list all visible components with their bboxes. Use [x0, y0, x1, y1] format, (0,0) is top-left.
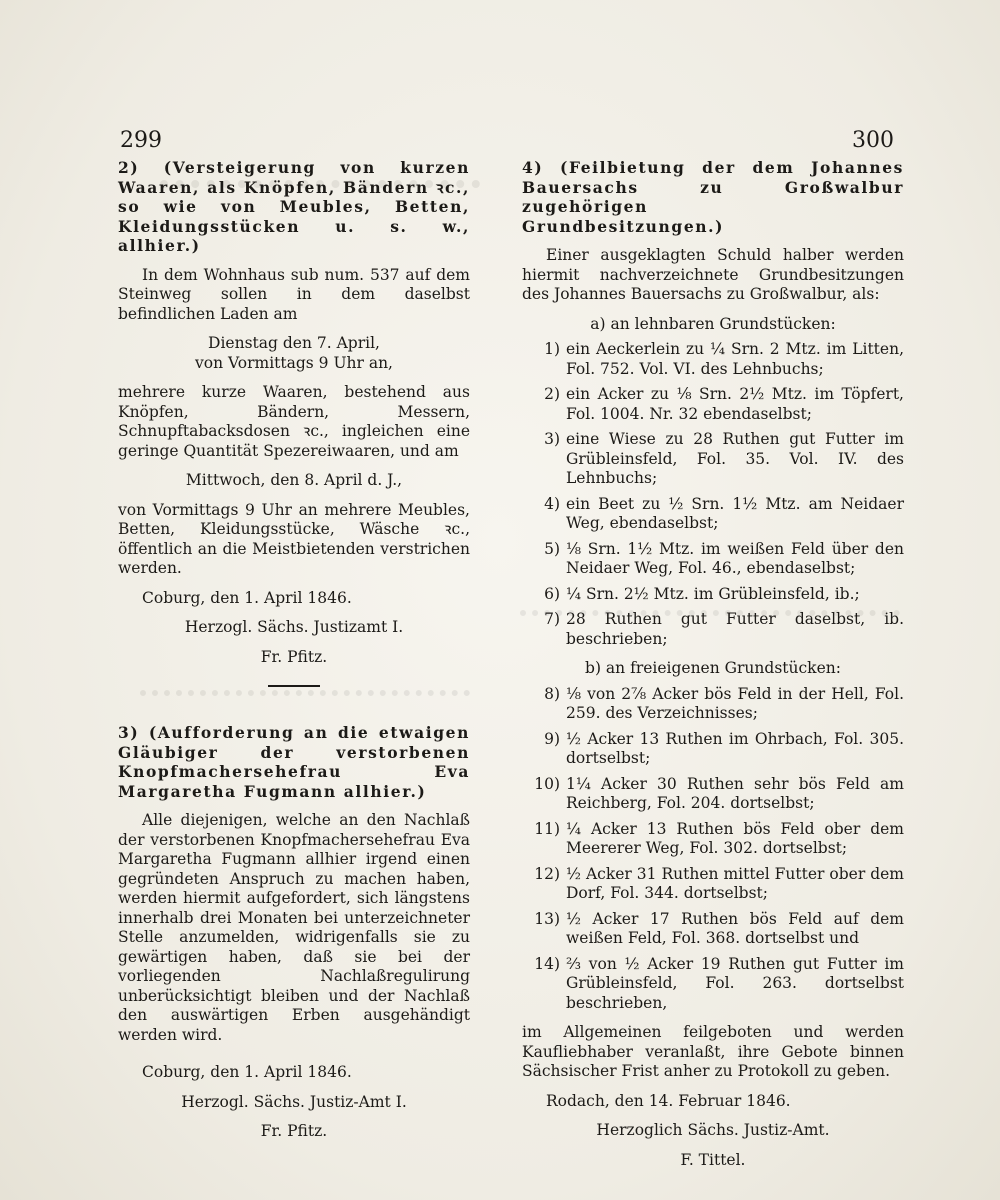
list-item-text: ein Beet zu ½ Srn. 1½ Mtz. am Neidaer Weg, ebendaselbst;: [566, 494, 904, 532]
section-b-heading: b) an freieigenen Grundstücken:: [585, 659, 841, 677]
notice-2-date-1: Dienstag den 7. April,: [208, 334, 380, 352]
list-item: [522, 955, 904, 1014]
list-item-number: 5): [544, 539, 560, 558]
section-a-list: [522, 340, 904, 649]
list-item-number: 14): [534, 954, 560, 973]
list-item-text: ⅔ von ½ Acker 19 Ruthen gut Futter im Grübleinsfeld, Fol. 263. dortselbst beschrieben,: [566, 954, 904, 1012]
list-item-text: ein Acker zu ⅛ Srn. 2½ Mtz. im Töpfert, Fol. 1004. Nr. 32 ebendaselbst;: [566, 385, 904, 423]
notice-2-paragraph-1: mehrere kurze Waaren, bestehend aus Knöpfen, Bändern, Messern, Schnupftabacksdosen ꝛc., ingleichen eine geringe Quantität Spezereiwaaren, und am: [118, 383, 470, 460]
list-item-text: ½ Acker 31 Ruthen mittel Futter ober dem Dorf, Fol. 344. dortselbst;: [566, 864, 904, 902]
notice-2-signature: Fr. Pfitz.: [260, 647, 328, 666]
list-item: [522, 495, 904, 534]
list-item-text: 28 Ruthen gut Futter daselbst, ib. beschrieben;: [566, 610, 904, 648]
list-item-number: 8): [544, 684, 560, 703]
notice-3-heading: 3) (Aufforderung an die etwaigen Gläubiger der verstorbenen Knopfmachersehefrau Eva Margaretha Fugmann allhier.): [118, 723, 470, 801]
notice-2-time-1: von Vormittags 9 Uhr an,: [195, 353, 393, 372]
notice-2-authority: Herzogl. Sächs. Justizamt I.: [184, 618, 404, 636]
page-number-right: 300: [852, 128, 894, 153]
notice-3-signature: Fr. Pfitz.: [260, 1122, 328, 1140]
notice-4-heading: [522, 158, 904, 236]
list-item-text: eine Wiese zu 28 Ruthen gut Futter im Grübleinsfeld, Fol. 35. Vol. IV. des Lehnbuchs;: [566, 430, 904, 487]
list-item-number: 11): [534, 819, 560, 838]
page-number-left: 299: [120, 128, 162, 153]
list-item-number: 9): [544, 729, 560, 748]
list-item-number: 13): [534, 909, 560, 928]
list-item-number: 3): [544, 430, 560, 448]
list-item: [522, 540, 904, 579]
notice-4-intro: Einer ausgeklagten Schuld halber werden hiermit nachverzeichnete Grundbesitzungen des Johannes Bauersachs zu Großwalbur, als:: [522, 246, 904, 303]
list-item-text: ¼ Srn. 2½ Mtz. im Grübleinsfeld, ib.;: [566, 584, 860, 603]
list-item-number: 1): [544, 340, 560, 358]
list-item-text: ⅛ Srn. 1½ Mtz. im weißen Feld über den Neidaer Weg, Fol. 46., ebendaselbst;: [566, 539, 904, 577]
notice-4-signature: F. Tittel.: [680, 1150, 746, 1169]
section-a-heading: a) an lehnbaren Grundstücken:: [590, 314, 836, 333]
list-item: [522, 865, 904, 904]
list-item-number: 12): [534, 864, 560, 883]
list-item-number: 10): [534, 774, 560, 793]
section-b-list: [522, 685, 904, 1014]
notice-4-heading-line: 4) (Feilbietung der dem Johannes Bauersachs zu Großwalbur zugehörigen: [522, 158, 904, 216]
notice-2-date-2: Mittwoch, den 8. April d. J.,: [185, 471, 403, 489]
list-item: [522, 910, 904, 949]
list-item: [522, 820, 904, 859]
notice-4-heading-line: Grundbesitzungen.): [522, 216, 725, 236]
list-item-text: ½ Acker 13 Ruthen im Ohrbach, Fol. 305. dortselbst;: [566, 729, 904, 767]
right-column: [522, 158, 904, 1170]
list-item-number: 2): [544, 385, 560, 403]
list-item: [522, 775, 904, 814]
notice-4-closing: im Allgemeinen feilgeboten und werden Kaufliebhaber veranlaßt, ihre Gebote binnen Sächsischer Frist anher zu Protokoll zu geben.: [522, 1023, 904, 1080]
notice-2-paragraph-2: von Vormittags 9 Uhr an mehrere Meubles, Betten, Kleidungsstücke, Wäsche ꝛc., öffentlich an die Meistbietenden verstrichen werden.: [118, 500, 470, 577]
notice-2-heading: 2) (Versteigerung von kurzen Waaren, als Knöpfen, Bändern ꝛc., so wie von Meubles, Betten, Kleidungsstücken u. s. w., allhier.): [118, 158, 470, 255]
list-item-number: 7): [544, 610, 560, 628]
list-item-text: ein Aeckerlein zu ¼ Srn. 2 Mtz. im Litten, Fol. 752. Vol. VI. des Lehnbuchs;: [566, 340, 904, 378]
left-column: [118, 158, 470, 1142]
list-item: [522, 430, 904, 489]
list-item-text: ⅛ von 2⅞ Acker bös Feld in der Hell, Fol. 259. des Verzeichnisses;: [566, 684, 904, 722]
list-item: [522, 385, 904, 424]
notice-3-place-date: Coburg, den 1. April 1846.: [142, 1063, 352, 1081]
list-item: [522, 340, 904, 379]
list-item-text: ¼ Acker 13 Ruthen bös Feld ober dem Meererer Weg, Fol. 302. dortselbst;: [566, 819, 904, 857]
notice-2-intro: In dem Wohnhaus sub num. 537 auf dem Steinweg sollen in dem daselbst befindlichen Laden am: [118, 265, 470, 323]
list-item-number: 4): [544, 494, 560, 513]
notice-2-place-date: Coburg, den 1. April 1846.: [142, 588, 352, 607]
notice-4-place-date: Rodach, den 14. Februar 1846.: [546, 1091, 791, 1110]
notice-3-body: Alle diejenigen, welche an den Nachlaß der verstorbenen Knopfmachersehefrau Eva Margaretha Fugmann allhier irgend einen gegründeten Anspruch zu machen haben, werden hiermit aufgefordert, sich längstens innerhalb drei Monaten bei unterzeichneter Stelle anzumelden, widrigenfalls sie zu gewärtigen haben, daß sie bei der vorliegenden Nachlaßregulirung unberücksichtigt bleiben und der Nachlaß den auswärtigen Erben ausgehändigt werden wird.: [118, 811, 470, 1044]
list-item-text: ½ Acker 17 Ruthen bös Feld auf dem weißen Feld, Fol. 368. dortselbst und: [566, 909, 904, 947]
list-item: [522, 585, 904, 605]
list-item-number: 6): [544, 584, 560, 603]
notice-4-authority: Herzoglich Sächs. Justiz-Amt.: [596, 1121, 830, 1139]
list-item: [522, 730, 904, 769]
list-item-text: 1¼ Acker 30 Ruthen sehr bös Feld am Reichberg, Fol. 204. dortselbst;: [566, 774, 904, 812]
list-item: [522, 685, 904, 724]
notice-3-authority: Herzogl. Sächs. Justiz-Amt I.: [181, 1092, 407, 1111]
list-item: [522, 610, 904, 649]
